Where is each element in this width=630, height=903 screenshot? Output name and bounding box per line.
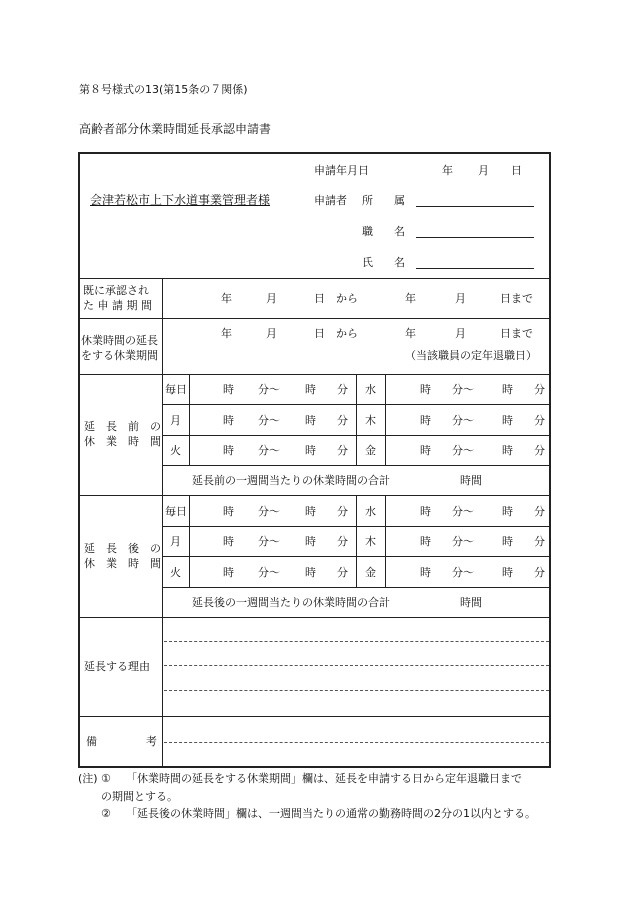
after-row1-r-minute-to: 分 — [534, 505, 545, 518]
remarks-line[interactable] — [164, 742, 549, 743]
before-row3-day-right: 金 — [365, 444, 376, 457]
period2-month: 月 — [266, 327, 277, 340]
before-row2-day-left: 月 — [170, 414, 181, 427]
period1-month: 月 — [266, 292, 277, 305]
field-label-affiliation-1: 所 — [362, 194, 373, 207]
field-label-affiliation-2: 属 — [394, 194, 405, 207]
after-row1-hour: 時 — [223, 505, 234, 518]
after-row1-minute-from: 分～ — [258, 505, 280, 518]
before-row3-r-hour-to: 時 — [502, 444, 513, 457]
field-label-title-2: 名 — [394, 225, 405, 238]
extension-period-label-line2: をする休業期間 — [81, 349, 158, 362]
before-row2-r-hour-to: 時 — [502, 414, 513, 427]
period2-day: 日 — [314, 327, 325, 340]
before-row2-minute-from: 分～ — [258, 414, 280, 427]
after-row1-day-left: 毎日 — [165, 505, 187, 518]
period2-year-end: 年 — [405, 327, 416, 340]
after-row3-minute-to: 分 — [337, 566, 348, 579]
after-row1-r-hour: 時 — [420, 505, 431, 518]
reason-line-3[interactable] — [164, 690, 549, 691]
after-extension-label-line1: 延 長 後 の — [84, 542, 161, 555]
after-row2-day-right: 木 — [365, 535, 376, 548]
date-unit-year: 年 — [442, 164, 453, 177]
before-row3-r-minute-from: 分～ — [452, 444, 474, 457]
before-row3-minute-to: 分 — [337, 444, 348, 457]
application-date-label: 申請年月日 — [314, 164, 369, 177]
remarks-label-char2: 考 — [146, 735, 157, 748]
after-row2-hour: 時 — [223, 535, 234, 548]
applicant-label: 申請者 — [314, 194, 347, 207]
job-title-input-line[interactable] — [416, 237, 534, 238]
before-row1-hour: 時 — [223, 383, 234, 396]
addressee: 会津若松市上下水道事業管理者様 — [90, 193, 271, 207]
name-input-line[interactable] — [416, 268, 534, 269]
before-weekly-total-unit: 時間 — [460, 474, 482, 487]
before-row1-day-right: 水 — [365, 383, 376, 396]
reason-line-1[interactable] — [164, 641, 549, 642]
date-unit-month: 月 — [478, 164, 489, 177]
period1-day: 日 — [314, 292, 325, 305]
approved-period-label-line2: た 申 請 期 間 — [83, 299, 152, 312]
after-row1-hour-to: 時 — [305, 505, 316, 518]
before-row3-hour: 時 — [223, 444, 234, 457]
period1-year: 年 — [221, 292, 232, 305]
before-row1-r-hour: 時 — [420, 383, 431, 396]
period1-year-end: 年 — [405, 292, 416, 305]
approved-period-label-line1: 既に承認され — [83, 284, 149, 297]
after-row2-r-hour: 時 — [420, 535, 431, 548]
before-extension-label-line2: 休 業 時 間 — [84, 435, 161, 448]
after-row3-r-hour: 時 — [420, 566, 431, 579]
date-unit-day: 日 — [511, 164, 522, 177]
after-row2-day-left: 月 — [170, 535, 181, 548]
period2-from: から — [336, 327, 358, 340]
document-title: 高齢者部分休業時間延長承認申請書 — [79, 122, 272, 136]
before-row3-hour-to: 時 — [305, 444, 316, 457]
after-row1-r-hour-to: 時 — [502, 505, 513, 518]
before-row1-r-hour-to: 時 — [502, 383, 513, 396]
before-row2-minute-to: 分 — [337, 414, 348, 427]
remarks-label-char1: 備 — [86, 735, 97, 748]
reason-line-2[interactable] — [164, 665, 549, 666]
after-extension-label-line2: 休 業 時 間 — [84, 557, 161, 570]
retirement-date-note: （当該職員の定年退職日） — [405, 349, 537, 362]
before-row2-hour-to: 時 — [305, 414, 316, 427]
field-label-name-2: 名 — [394, 256, 405, 269]
before-row3-day-left: 火 — [170, 444, 181, 457]
after-row2-minute-from: 分～ — [258, 535, 280, 548]
before-row1-hour-to: 時 — [305, 383, 316, 396]
period2-month-end: 月 — [455, 327, 466, 340]
after-row3-hour-to: 時 — [305, 566, 316, 579]
after-row2-hour-to: 時 — [305, 535, 316, 548]
before-row3-minute-from: 分～ — [258, 444, 280, 457]
after-row3-r-minute-to: 分 — [534, 566, 545, 579]
after-row3-r-minute-from: 分～ — [452, 566, 474, 579]
note2-mark: ② — [101, 807, 111, 820]
after-row2-r-hour-to: 時 — [502, 535, 513, 548]
period1-from: から — [336, 292, 358, 305]
note1-mark: ① — [101, 772, 111, 785]
extension-period-label-line1: 休業時間の延長 — [81, 334, 158, 347]
after-row1-minute-to: 分 — [337, 505, 348, 518]
affiliation-input-line[interactable] — [416, 206, 534, 207]
after-weekly-total-unit: 時間 — [460, 596, 482, 609]
reason-label: 延長する理由 — [84, 660, 150, 673]
after-row3-day-right: 金 — [365, 566, 376, 579]
after-weekly-total-label: 延長後の一週間当たりの休業時間の合計 — [192, 596, 390, 609]
field-label-name-1: 氏 — [362, 256, 373, 269]
after-row2-r-minute-to: 分 — [534, 535, 545, 548]
after-row3-r-hour-to: 時 — [502, 566, 513, 579]
note1-line1: 「休業時間の延長をする休業期間」欄は、延長を申請する日から定年退職日まで — [126, 772, 522, 785]
before-row1-r-minute-from: 分～ — [452, 383, 474, 396]
before-extension-label-line1: 延 長 前 の — [84, 420, 161, 433]
note2-line1: 「延長後の休業時間」欄は、一週間当たりの通常の勤務時間の2分の1以内とする。 — [126, 807, 536, 820]
after-row1-r-minute-from: 分～ — [452, 505, 474, 518]
form-number: 第８号様式の13(第15条の７関係) — [79, 83, 248, 96]
after-row1-day-right: 水 — [365, 505, 376, 518]
before-row2-r-minute-from: 分～ — [452, 414, 474, 427]
before-row1-r-minute-to: 分 — [534, 383, 545, 396]
before-row1-minute-from: 分～ — [258, 383, 280, 396]
after-row2-minute-to: 分 — [337, 535, 348, 548]
period2-year: 年 — [221, 327, 232, 340]
before-row2-r-hour: 時 — [420, 414, 431, 427]
field-label-title-1: 職 — [362, 225, 373, 238]
before-weekly-total-label: 延長前の一週間当たりの休業時間の合計 — [192, 474, 390, 487]
before-row3-r-hour: 時 — [420, 444, 431, 457]
after-row3-hour: 時 — [223, 566, 234, 579]
after-row3-day-left: 火 — [170, 566, 181, 579]
period2-until: 日まで — [500, 327, 533, 340]
period1-until: 日まで — [500, 292, 533, 305]
after-row3-minute-from: 分～ — [258, 566, 280, 579]
before-row2-r-minute-to: 分 — [534, 414, 545, 427]
before-row1-day-left: 毎日 — [165, 383, 187, 396]
before-row3-r-minute-to: 分 — [534, 444, 545, 457]
after-row2-r-minute-from: 分～ — [452, 535, 474, 548]
before-row2-hour: 時 — [223, 414, 234, 427]
before-row1-minute-to: 分 — [337, 383, 348, 396]
notes-prefix: (注) — [78, 772, 98, 785]
note1-line2: の期間とする。 — [101, 790, 178, 803]
period1-month-end: 月 — [455, 292, 466, 305]
before-row2-day-right: 木 — [365, 414, 376, 427]
